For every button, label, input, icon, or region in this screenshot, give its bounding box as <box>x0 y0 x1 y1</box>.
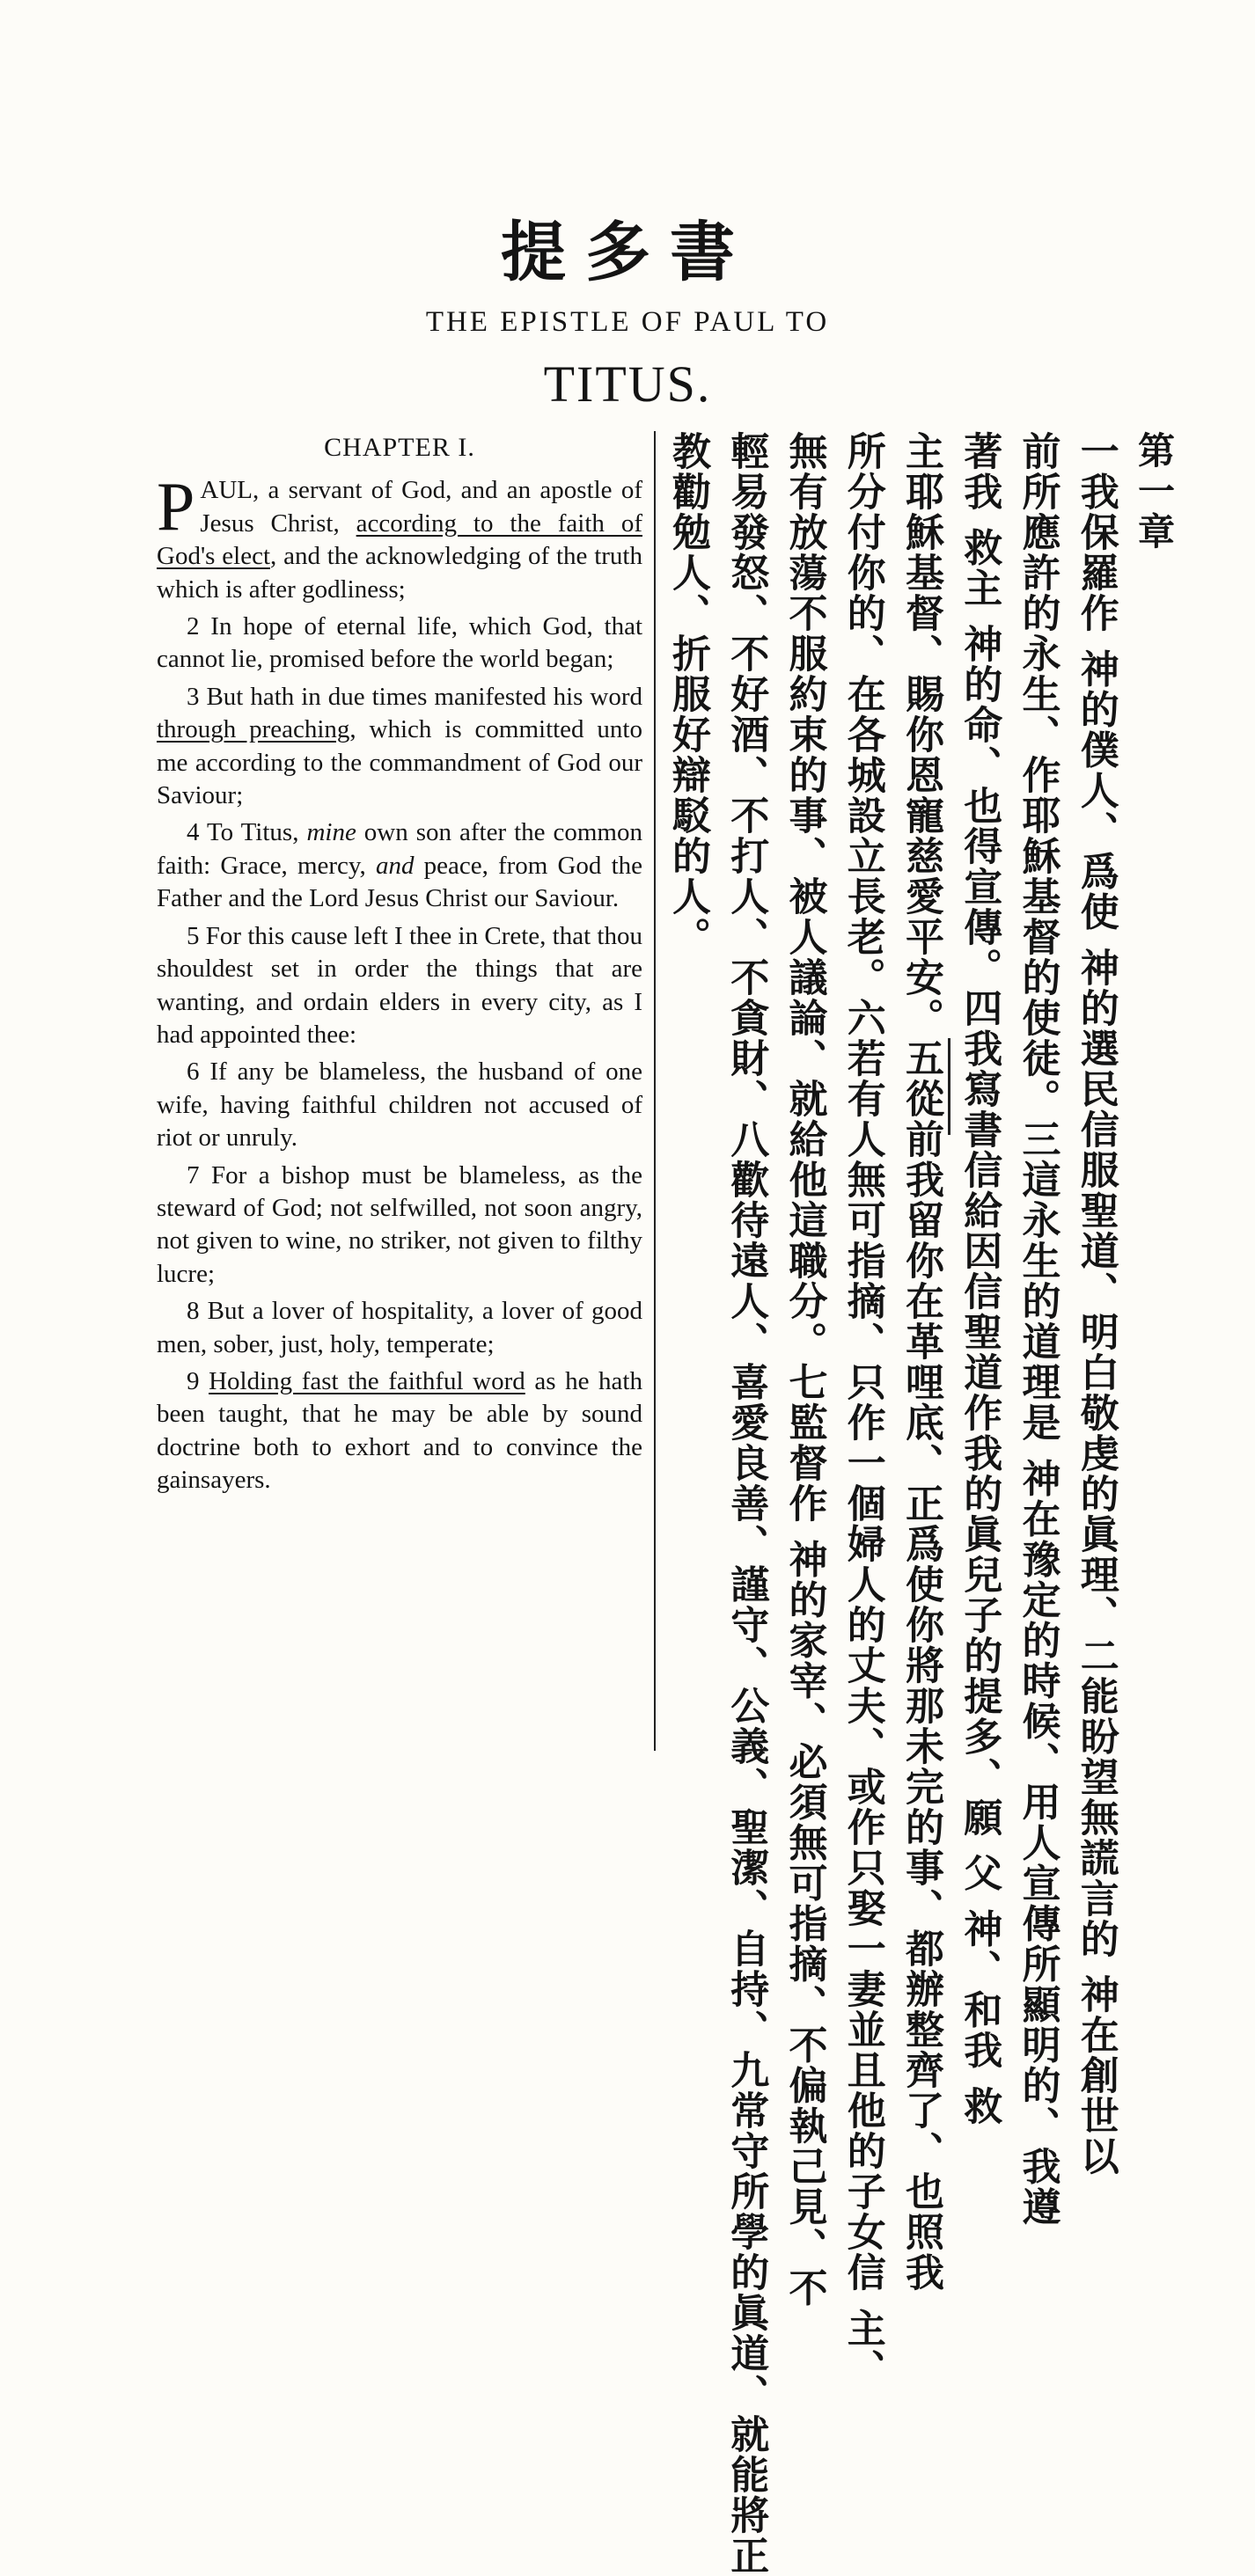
epistle-subtitle: THE EPISTLE OF PAUL TO <box>425 306 830 338</box>
chinese-text-column: 無有放蕩不服約束的事、被人議論、就給他這職分。七監督作 神的家宰、必須無可指摘、不偏執己見、不 <box>782 431 827 2309</box>
verse-4-text-a: 4 To Titus, <box>187 818 307 847</box>
verse-4-italic-1: mine <box>306 818 356 847</box>
chinese-text-column: 教勸勉人、折服好辯駁的人。 <box>665 431 710 957</box>
verse-5: 5 For this cause left I thee in Crete, that thou shouldest set in order the things that are wanting, and ordain elders in every city, as I had appointed thee: <box>157 921 642 1049</box>
verse-2: 2 In hope of eternal life, which God, that cannot lie, promised before the world began; <box>157 612 642 674</box>
chinese-column-group <box>665 431 1176 2576</box>
verse-1-text-a: , a servant of God, and an apostle of Jesus Christ, <box>200 476 642 538</box>
chinese-title: 提多書 <box>501 215 754 290</box>
chinese-chapter-heading: 第一章 <box>1133 431 1176 553</box>
verse-7: 7 For a bishop must be blameless, as the steward of God; not selfwilled, not soon angry, not given to wine, no striker, not given to filthy lucre; <box>157 1160 642 1288</box>
verse-8: 8 But a lover of hospitality, a lover of good men, sober, just, holy, temperate; <box>157 1297 642 1358</box>
verse-9 <box>157 1365 642 1497</box>
verse-9-text-a: 9 <box>187 1366 209 1395</box>
verse-4-italic-2: and <box>375 851 415 880</box>
verse-6: 6 If any be blameless, the husband of one wife, having faithful children not accused of riot or unruly. <box>157 1057 642 1153</box>
chinese-text-column: 前所應許的永生、作耶穌基督的使徒。三這永生的道理是 神在豫定的時候、用人宣傳所顯明的、我遵 <box>1015 431 1061 2228</box>
verse-4-text-c: peace, from God the Father and the Lord Jesus Christ our Saviour. <box>157 851 642 913</box>
drop-cap: P <box>157 468 195 545</box>
verse-4-text-b: own son after the common faith: Grace, mercy, <box>157 818 642 880</box>
chapter-heading: CHAPTER I. <box>324 433 475 462</box>
book-title: TITUS. <box>543 355 712 413</box>
verse-1-underlined: according to the faith of God's elect <box>157 509 642 571</box>
verse-3-underlined: through preaching <box>157 715 350 744</box>
english-column <box>157 431 642 1502</box>
verse-1-opening: AUL <box>200 476 253 505</box>
verse-3-text-b: , which is committed unto me according to the commandment of God our Saviour; <box>157 715 642 810</box>
chinese-text-column: 一我保羅作 神的僕人、爲使 神的選民信服聖道、明白敬虔的眞理、二能盼望無謊言的 神在創世以 <box>1073 431 1119 2177</box>
column-divider <box>654 431 656 1751</box>
verse-9-text-b: as he hath been taught, that he may be able by sound doctrine both to exhort and to convince the gainsayers. <box>157 1366 642 1495</box>
verse-9-underlined: Holding fast the faithful word <box>209 1366 525 1395</box>
verse-1-text-b: , and the acknowledging of the truth which is after godliness; <box>157 542 642 604</box>
verse-4 <box>157 816 642 915</box>
verse-3 <box>157 681 642 813</box>
chinese-text-column: 輕易發怒、不好酒、不打人、不貪財、八歡待遠人、喜愛良善、謹守、公義、聖潔、自持、九常守所學的眞道、就能將正 <box>723 431 769 2576</box>
chinese-text-column: 著我 救主 神的命、也得宣傳。四我寫書信給因信聖道作我的眞兒子的提多、願 父 神、和我 救 <box>957 431 1002 2126</box>
verse-3-text-a: 3 But hath in due times manifested his word <box>187 682 642 711</box>
verse-1 <box>157 468 642 606</box>
chinese-text-column: 所分付你的、在各城設立長老。六若有人無可指摘、只作一個婦人的丈夫、或作只娶一妻並且他的子女信 主、 <box>840 431 885 2389</box>
chinese-text-column: 主耶穌基督、賜你恩寵慈愛平安。五從前我留你在革哩底、正爲使你將那未完的事、都辦整齊了、也照我 <box>899 431 943 2293</box>
